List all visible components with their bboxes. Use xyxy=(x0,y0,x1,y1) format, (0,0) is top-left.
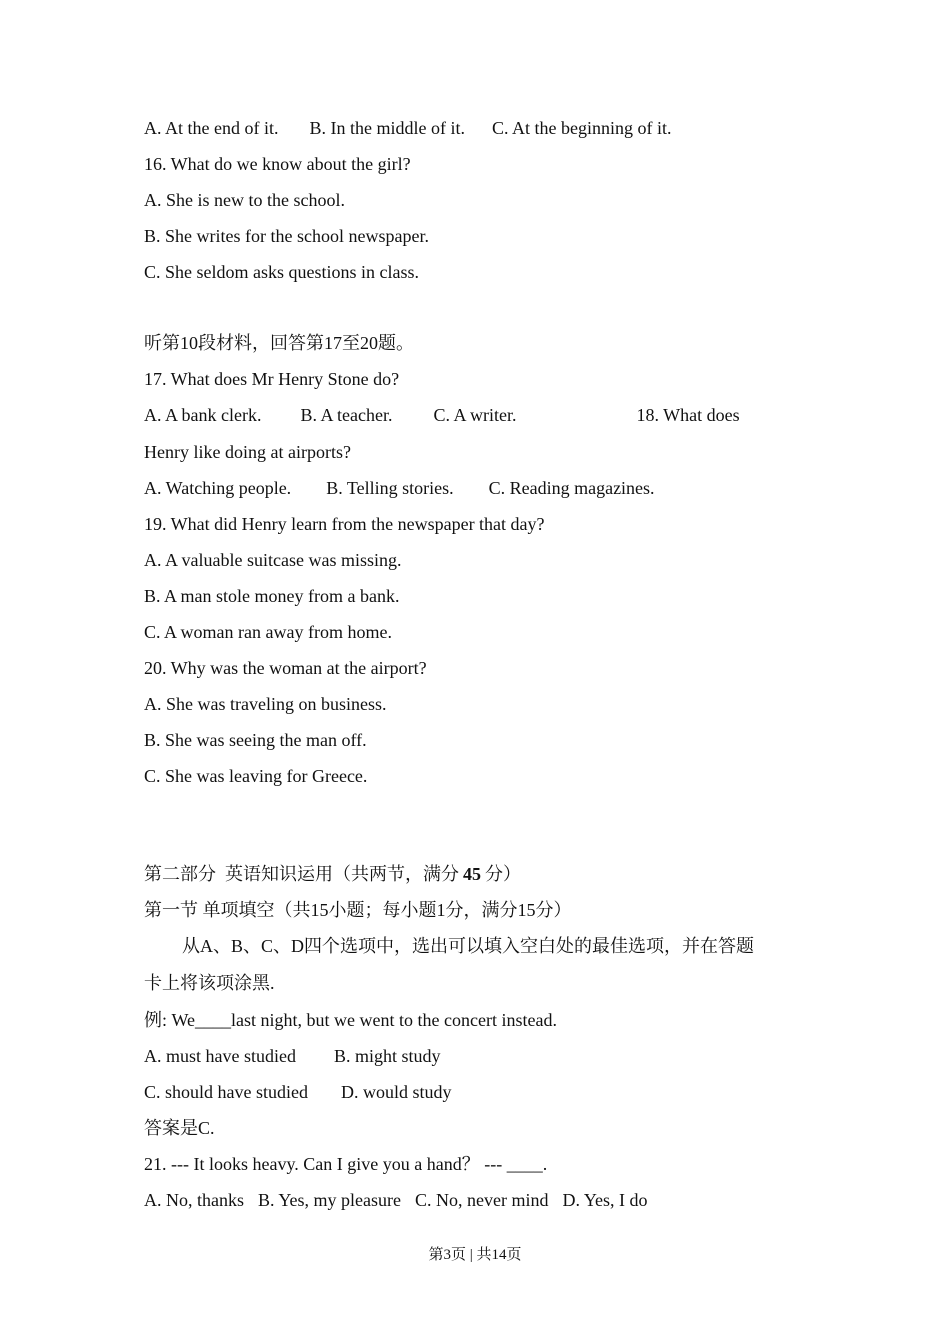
question: 17. What does Mr Henry Stone do? xyxy=(144,369,400,389)
option: C. She was leaving for Greece. xyxy=(144,766,368,786)
q18-options xyxy=(144,477,850,499)
example-answer: 答案是C. xyxy=(144,1118,215,1138)
option: B. She was seeing the man off. xyxy=(144,730,367,750)
part-title-text: 第二部分 英语知识运用（共两节，满分 xyxy=(144,864,459,884)
option: B. She writes for the school newspaper. xyxy=(144,226,429,246)
option: A. No, thanks xyxy=(144,1190,244,1210)
option: A. She is new to the school. xyxy=(144,190,345,210)
option: C. At the beginning of it. xyxy=(491,118,672,138)
question: Henry like doing at airports? xyxy=(144,442,351,462)
question: 21. --- It looks heavy. Can I give you a hand？ --- ____. xyxy=(144,1154,548,1174)
question: 18. What does xyxy=(636,405,740,425)
q15-options xyxy=(144,117,850,139)
option: C. should have studied xyxy=(144,1082,308,1102)
option: A. At the end of it. xyxy=(144,118,279,138)
option: B. In the middle of it. xyxy=(309,118,465,138)
option: D. would study xyxy=(341,1082,452,1102)
example-question: 例: We____last night, but we went to the concert instead. xyxy=(144,1010,557,1030)
option: C. Reading magazines. xyxy=(488,478,655,498)
option: D. Yes, I do xyxy=(562,1190,648,1210)
part-title-text: 分） xyxy=(485,864,521,884)
option: A. must have studied xyxy=(144,1046,296,1066)
option: A. A bank clerk. xyxy=(144,405,262,425)
q17-options xyxy=(144,404,850,426)
option: B. Yes, my pleasure xyxy=(258,1190,401,1210)
question: 20. Why was the woman at the airport? xyxy=(144,658,427,678)
option: C. She seldom asks questions in class. xyxy=(144,262,419,282)
part-score: 45 xyxy=(463,864,481,884)
option: A. A valuable suitcase was missing. xyxy=(144,550,402,570)
option: B. A teacher. xyxy=(300,405,393,425)
page-footer: 第3页 | 共14页 xyxy=(428,1247,522,1263)
part-title xyxy=(144,863,850,885)
instruction: 卡上将该项涂黑. xyxy=(144,973,275,993)
option: C. No, never mind xyxy=(415,1190,549,1210)
example-options xyxy=(144,1081,850,1103)
option: C. A writer. xyxy=(433,405,517,425)
section-instruction: 听第10段材料，回答第17至20题。 xyxy=(144,333,414,353)
option: A. Watching people. xyxy=(144,478,292,498)
q21-options xyxy=(144,1189,850,1211)
option: B. might study xyxy=(333,1046,441,1066)
option: B. Telling stories. xyxy=(326,478,454,498)
question: 16. What do we know about the girl? xyxy=(144,154,411,174)
option: C. A woman ran away from home. xyxy=(144,622,392,642)
question: 19. What did Henry learn from the newspaper that day? xyxy=(144,514,545,534)
example-options xyxy=(144,1045,850,1067)
option: B. A man stole money from a bank. xyxy=(144,586,400,606)
option: A. She was traveling on business. xyxy=(144,694,387,714)
section-title: 第一节 单项填空（共15小题；每小题1分，满分15分） xyxy=(144,900,572,920)
instruction: 从A、B、C、D四个选项中，选出可以填入空白处的最佳选项，并在答题 xyxy=(182,936,755,956)
